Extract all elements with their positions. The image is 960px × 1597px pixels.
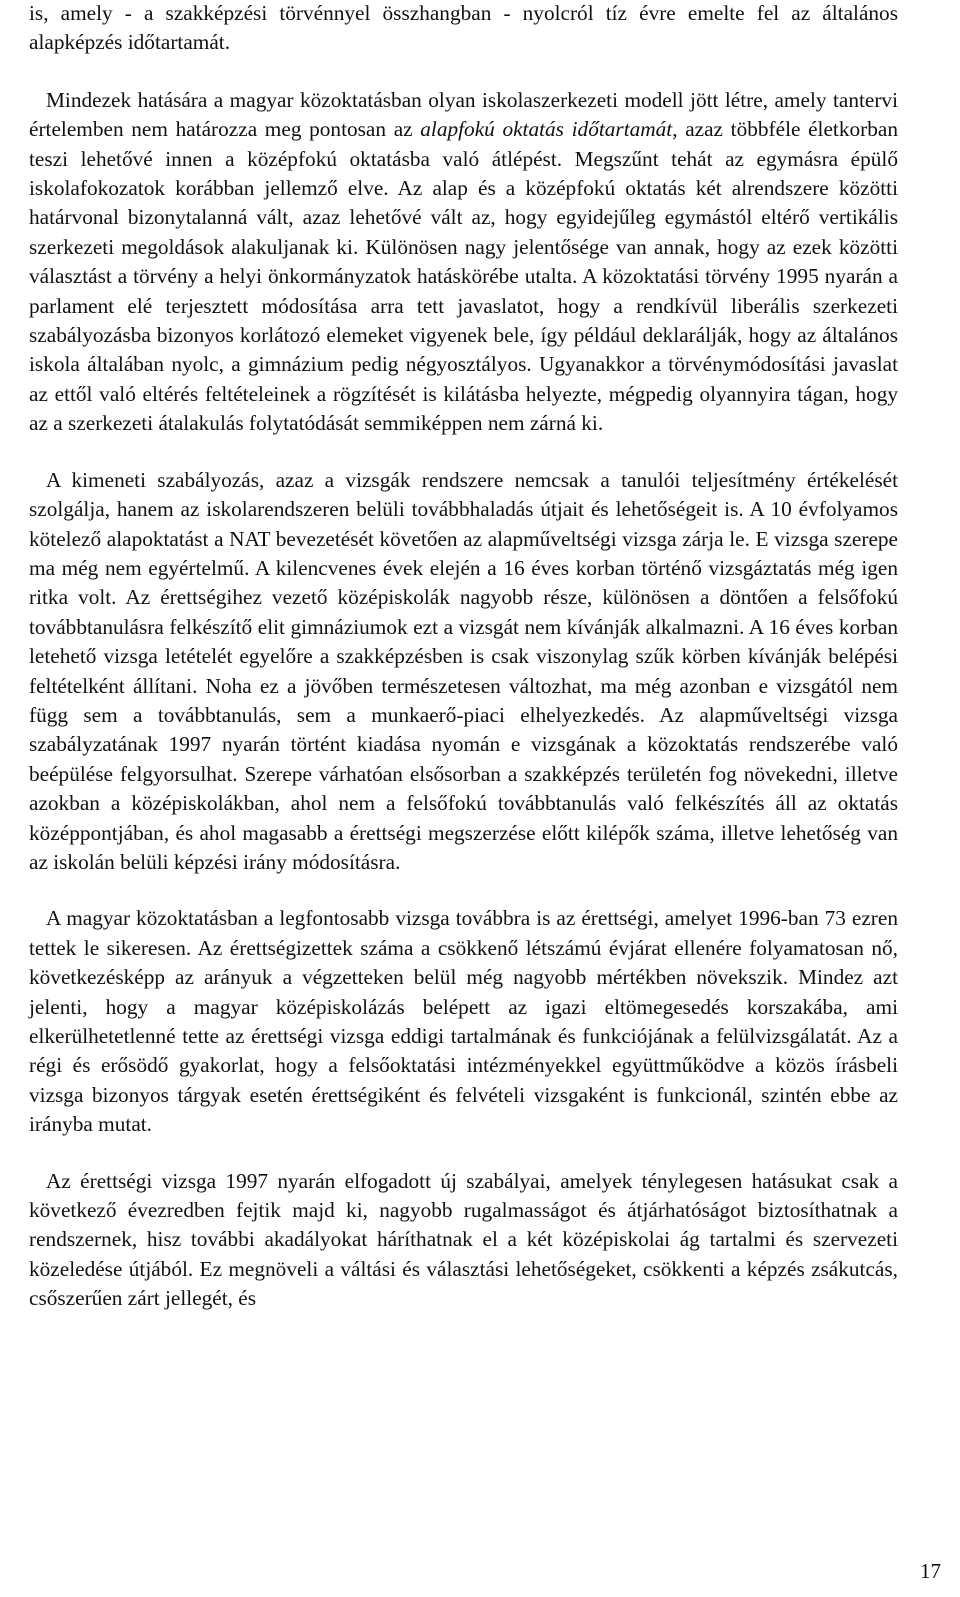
paragraph-2-text-a: Mindezek hatására a magyar közoktatásban olyan iskolaszerkezeti modell jött létre, amely tantervi értelemben nem határozza meg pontosan az xyxy=(29,87,898,142)
paragraph-gap xyxy=(29,58,898,86)
paragraph-5 xyxy=(29,1167,898,1314)
paragraph-3-text: A kimeneti szabályozás, azaz a vizsgák rendszere nemcsak a tanulói teljesítmény értékelését szolgálja, hanem az iskolarendszeren belüli továbbhaladás útjait és lehetőségeit is. A 10 évfolyamos kötelező alapoktatást a NAT bevezetését követően az alapműveltségi vizsga zárja le. E vizsga szerepe ma még nem egyértelmű. A kilencvenes évek elején a 16 éves korban történő vizsgáztatás még igen ritka volt. Az érettségihez vezető középiskolák nagyobb része, különösen a döntően a felsőfokú továbbtanulásra felkészítő elit gimnáziumok ezt a vizsgát nem kívánják alkalmazni. A 16 éves korban letehető vizsga letételét egyelőre a szakképzésben is csak viszonylag szűk körben kívánják belépési feltételként állítani. Noha ez a jövőben természetesen változhat, ma még azonban e vizsgától nem függ sem a továbbtanulás, sem a munkaerő-piaci elhelyezkedés. Az alapműveltségi vizsga szabályzatának 1997 nyarán történt kiadása nyomán e vizsgának a közoktatás rendszerébe való beépülése felgyorsulhat. Szerepe várhatóan elsősorban a szakképzés területén fog növekedni, illetve azokban a középiskolákban, ahol nem a felsőfokú továbbtanulás való felkészítés áll az oktatás középpontjában, és ahol magasabb a érettségi megszerzése előtt kilépők száma, illetve lehetőség van az iskolán belüli képzési irány módosításra. xyxy=(29,467,898,874)
paragraph-4-text: A magyar közoktatásban a legfontosabb vizsga továbbra is az érettségi, amelyet 1996-ban 73 ezren tettek le sikeresen. Az érettségizettek száma a csökkenő létszámú évjárat ellenére folyamatosan nő, következésképp az arányuk a végzetteken belül még nagyobb mértékben növekszik. Mindez azt jelenti, hogy a magyar középiskolázás belépett az igazi eltömegesedés korszakába, ami elkerülhetetlenné tette az érettségi vizsga eddigi tartalmának és funkciójának a felülvizsgálatát. Az a régi és erősödő gyakorlat, hogy a felsőoktatási intézményekkel együttműködve a közös írásbeli vizsga bizonyos tárgyak esetén érettségiként és felvételi vizsgaként is funkcionál, szintén ebbe az irányba mutat. xyxy=(29,906,898,1137)
paragraph-gap xyxy=(29,1140,898,1167)
paragraph-5-text: Az érettségi vizsga 1997 nyarán elfogadott új szabályai, amelyek ténylegesen hatásukat csak a következő évezredben fejtik majd ki, nagyobb rugalmasságot és átjárhatóságot biztosíthatnak a rendszernek, hisz további akadályokat háríthatnak el a két középiskolai ág tartalmi és szervezeti közeledése útjából. Ez megnöveli a váltási és választási lehetőségeket, csökkenti a képzés zsákutcás, csőszerűen zárt jellegét, és xyxy=(29,1168,898,1311)
paragraph-gap xyxy=(29,439,898,466)
paragraph-2 xyxy=(29,86,898,439)
paragraph-2-text-b: , azaz többféle életkorban teszi lehetővé innen a középfokú oktatásba való átlépést. Megszűnt tehát az egymásra épülő iskolafokozatok korábban jellemző elve. Az alap és a középfokú oktatás két alrendszere közötti határvonal bizonytalanná vált, azaz lehetővé vált az, hogy egyidejűleg egymástól eltérő vertikális szerkezeti megoldások alakuljanak ki. Különösen nagy jelentősége van annak, hogy az ezek közötti választást a törvény a helyi önkormányzatok hatáskörébe utalta. A közoktatási törvény 1995 nyarán a parlament elé terjesztett módosítása arra tett javaslatot, hogy a rendkívül liberális szerkezeti szabályozásba bizonyos korlátozó elemeket vigyenek bele, így például deklarálják, hogy az általános iskola általában nyolc, a gimnázium pedig négyosztályos. Ugyanakkor a törvénymódosítási javaslat az ettől való eltérés feltételeinek a rögzítését is kilátásba helyezte, mégpedig olyannyira tágan, hogy az a szerkezeti átalakulás folytatódását semmiképpen nem zárná ki. xyxy=(29,117,898,436)
page-number: 17 xyxy=(920,1559,941,1583)
paragraph-1-text: is, amely - a szakképzési törvénnyel összhangban - nyolcról tíz évre emelte fel az általános alapképzés időtartamát. xyxy=(29,1,898,55)
paragraph-3 xyxy=(29,466,898,878)
paragraph-1 xyxy=(29,0,898,58)
paragraph-2-italic-term: alapfokú oktatás időtartamát xyxy=(420,117,673,142)
paragraph-gap xyxy=(29,877,898,904)
paragraph-4 xyxy=(29,904,898,1139)
